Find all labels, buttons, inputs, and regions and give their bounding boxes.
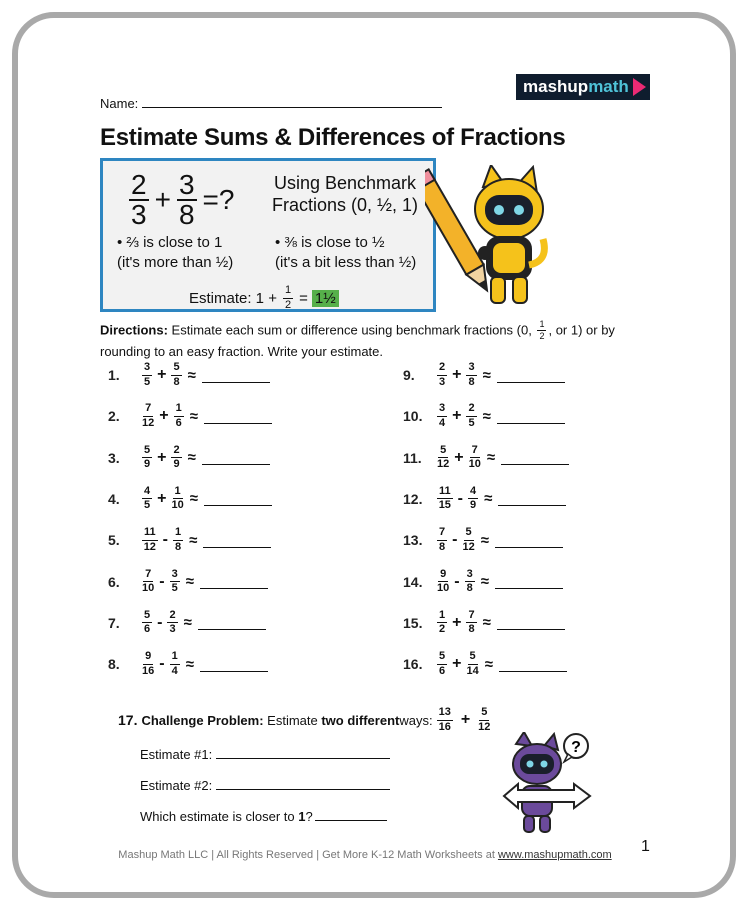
directions-text-b: , or 1) or by rounding to an easy fraction. Write your estimate. <box>100 322 615 359</box>
problem-6 <box>108 569 268 595</box>
problem-number: 7. <box>108 614 120 631</box>
fraction-b: $\frac{2}{3}$ <box>169 608 176 636</box>
fraction-b: $\frac{5}{14}$ <box>466 650 479 677</box>
operator: + <box>452 655 462 673</box>
fraction-a: $\frac{11}{12}$ <box>143 526 156 553</box>
operator: - <box>159 572 165 590</box>
directions-text-a: Estimate each sum or difference using benchmark fractions (0, <box>167 322 536 338</box>
example-frac-1: 2 3 <box>131 169 147 230</box>
operator: + <box>452 407 462 425</box>
fraction-a: $\frac{2}{3}$ <box>439 361 446 388</box>
challenge-frac-b: $\frac{5}{12}$ <box>478 706 491 733</box>
directions <box>100 320 660 361</box>
problem-number: 2. <box>108 408 120 425</box>
problem-number: 6. <box>108 573 120 590</box>
operator: - <box>162 531 168 549</box>
problem-8 <box>108 651 268 677</box>
approx-sign: ≈ <box>482 614 491 632</box>
challenge-number: 17. <box>118 712 138 729</box>
challenge-problem: 17. Challenge Problem: Estimate two different ways: $\frac{13}{16}$ + $\frac{5}{12}$ <box>118 706 491 733</box>
footer-link[interactable]: www.mashupmath.com <box>497 849 612 861</box>
problem-9 <box>403 362 565 388</box>
fraction-a: $\frac{7}{10}$ <box>142 567 155 595</box>
approx-sign: ≈ <box>484 655 493 673</box>
problem-number: 14. <box>403 573 423 590</box>
problem-number: 9. <box>403 367 415 384</box>
challenge-label: Challenge Problem: <box>141 712 264 728</box>
example-plus: + <box>154 184 171 215</box>
approx-sign: ≈ <box>185 573 194 591</box>
answer-blank[interactable] <box>198 615 266 630</box>
example-estimate: Estimate: 1 + $\frac{1}{2}$ = 1½ <box>189 285 339 311</box>
speech-question-mark: ? <box>571 739 581 756</box>
fraction-a: $\frac{7}{12}$ <box>142 402 155 429</box>
estimate-2-row: Estimate #2: <box>140 777 390 793</box>
operator: + <box>452 613 462 631</box>
logo-text-math: math <box>588 77 629 96</box>
problem-number: 11. <box>403 449 422 466</box>
example-bullet-1: • ⅔ is close to 1 (it's more than ½) <box>117 234 234 271</box>
problem-number: 8. <box>108 656 120 673</box>
problem-number: 1. <box>108 367 120 384</box>
problem-13 <box>403 527 563 553</box>
problem-14 <box>403 569 563 595</box>
answer-blank[interactable] <box>204 409 272 424</box>
problem-5 <box>108 527 271 553</box>
challenge-frac-a: $\frac{13}{16}$ <box>438 706 451 733</box>
example-box <box>100 158 436 312</box>
fraction-b: $\frac{1}{6}$ <box>175 402 182 429</box>
operator: - <box>159 655 165 673</box>
fraction-b: $\frac{5}{12}$ <box>462 526 475 553</box>
fraction-b: $\frac{1}{4}$ <box>171 650 178 677</box>
fraction-a: $\frac{5}{6}$ <box>439 650 446 677</box>
robot-cat-pencil-illustration <box>425 165 549 313</box>
operator: + <box>452 366 462 384</box>
operator: + <box>454 448 464 466</box>
answer-blank[interactable] <box>200 657 268 672</box>
closer-question-row: Which estimate is closer to 1? <box>140 808 387 824</box>
problem-number: 3. <box>108 449 120 466</box>
fraction-a: $\frac{5}{9}$ <box>144 443 151 471</box>
problem-4 <box>108 486 272 512</box>
directions-half: $\frac{1}{2}$ <box>539 319 545 342</box>
approx-sign: ≈ <box>187 449 196 467</box>
problem-1 <box>108 362 270 388</box>
estimate-2-blank[interactable] <box>216 777 390 790</box>
answer-blank[interactable] <box>495 574 563 589</box>
closer-answer-blank[interactable] <box>315 808 387 821</box>
answer-blank[interactable] <box>501 450 569 465</box>
problem-number: 4. <box>108 490 120 507</box>
approx-sign: ≈ <box>189 407 198 425</box>
answer-blank[interactable] <box>202 368 270 383</box>
example-frac-2: $\frac{3}{8}$ <box>178 169 195 230</box>
fraction-b: $\frac{3}{5}$ <box>171 567 178 595</box>
estimate-1-row: Estimate #1: <box>140 746 390 762</box>
approx-sign: ≈ <box>183 614 192 632</box>
answer-blank[interactable] <box>202 450 270 465</box>
problem-16 <box>403 651 567 677</box>
fraction-b: $\frac{2}{5}$ <box>468 402 475 429</box>
example-equals-question: =? <box>202 184 235 215</box>
problem-number: 10. <box>403 408 423 425</box>
example-title: Using Benchmark Fractions (0, ½, 1) <box>271 173 419 215</box>
problem-12 <box>403 486 566 512</box>
mashupmath-logo <box>516 74 650 100</box>
fraction-a: $\frac{5}{6}$ <box>144 608 151 636</box>
problem-3 <box>108 445 270 471</box>
fraction-a: $\frac{1}{2}$ <box>439 608 446 636</box>
estimate-1-blank[interactable] <box>216 746 390 759</box>
fraction-a: $\frac{11}{15}$ <box>438 484 451 512</box>
approx-sign: ≈ <box>189 490 198 508</box>
fraction-a: $\frac{5}{12}$ <box>437 443 450 471</box>
name-field[interactable] <box>100 95 442 111</box>
estimate-result: 1½ <box>312 290 339 307</box>
approx-sign: ≈ <box>486 449 496 467</box>
page-title: Estimate Sums & Differences of Fractions <box>100 124 566 151</box>
name-line[interactable] <box>142 95 442 108</box>
fraction-b: $\frac{1}{10}$ <box>171 484 184 512</box>
fraction-b: $\frac{7}{8}$ <box>468 608 475 636</box>
operator: + <box>157 489 167 507</box>
problem-number: 13. <box>403 532 423 549</box>
operator: + <box>157 448 167 466</box>
purple-cat-illustration <box>500 732 600 836</box>
fraction-a: $\frac{9}{16}$ <box>142 650 155 677</box>
approx-sign: ≈ <box>482 407 491 425</box>
answer-blank[interactable] <box>204 491 272 506</box>
operator: - <box>454 572 460 590</box>
approx-sign: ≈ <box>185 655 194 673</box>
problem-number: 16. <box>403 656 423 673</box>
approx-sign: ≈ <box>187 366 196 384</box>
answer-blank[interactable] <box>200 574 268 589</box>
directions-label: Directions: <box>100 322 168 338</box>
approx-sign: ≈ <box>480 531 489 549</box>
operator: + <box>159 407 169 425</box>
answer-blank[interactable] <box>495 533 563 548</box>
problem-10 <box>403 403 565 429</box>
fraction-b: $\frac{7}{10}$ <box>468 443 481 471</box>
page-number: 1 <box>641 838 650 855</box>
play-arrow-icon <box>633 78 646 96</box>
answer-blank[interactable] <box>498 491 566 506</box>
fraction-b: $\frac{4}{9}$ <box>469 484 477 512</box>
operator: - <box>457 489 463 507</box>
problem-2 <box>108 403 272 429</box>
fraction-a: $\frac{7}{8}$ <box>439 526 446 553</box>
problem-11 <box>403 445 569 471</box>
problem-number: 12. <box>403 490 423 507</box>
operator: - <box>452 531 458 549</box>
example-half: $\frac{1}{2}$ <box>284 284 292 311</box>
fraction-a: $\frac{3}{5}$ <box>144 361 151 388</box>
fraction-b: $\frac{1}{8}$ <box>174 526 182 553</box>
operator: - <box>157 613 163 631</box>
approx-sign: ≈ <box>484 490 493 508</box>
footer: Mashup Math LLC | All Rights Reserved | Get More K-12 Math Worksheets at www.mashupmath.com <box>118 849 612 861</box>
name-label: Name: <box>100 96 139 111</box>
problem-number: 5. <box>108 532 120 549</box>
approx-sign: ≈ <box>480 573 489 591</box>
example-bullet-2: • ⅜ is close to ½ (it's a bit less than ½) <box>275 234 417 271</box>
fraction-b: $\frac{5}{8}$ <box>173 361 180 388</box>
fraction-b: $\frac{2}{9}$ <box>173 443 180 471</box>
example-equation <box>129 171 234 229</box>
answer-blank[interactable] <box>497 368 565 383</box>
fraction-b: $\frac{3}{8}$ <box>466 567 473 595</box>
approx-sign: ≈ <box>189 531 198 549</box>
answer-blank[interactable] <box>497 409 565 424</box>
operator: + <box>157 366 167 384</box>
problem-15 <box>403 610 565 636</box>
fraction-a: $\frac{4}{5}$ <box>144 484 151 512</box>
approx-sign: ≈ <box>482 366 491 384</box>
answer-blank[interactable] <box>203 533 271 548</box>
fraction-a: $\frac{9}{10}$ <box>437 567 450 595</box>
fraction-b: $\frac{3}{8}$ <box>468 361 475 388</box>
problem-number: 15. <box>403 614 423 631</box>
fraction-a: $\frac{3}{4}$ <box>439 402 446 429</box>
answer-blank[interactable] <box>499 657 567 672</box>
logo-text-mashup: mashup <box>523 77 589 96</box>
problem-7 <box>108 610 266 636</box>
answer-blank[interactable] <box>497 615 565 630</box>
